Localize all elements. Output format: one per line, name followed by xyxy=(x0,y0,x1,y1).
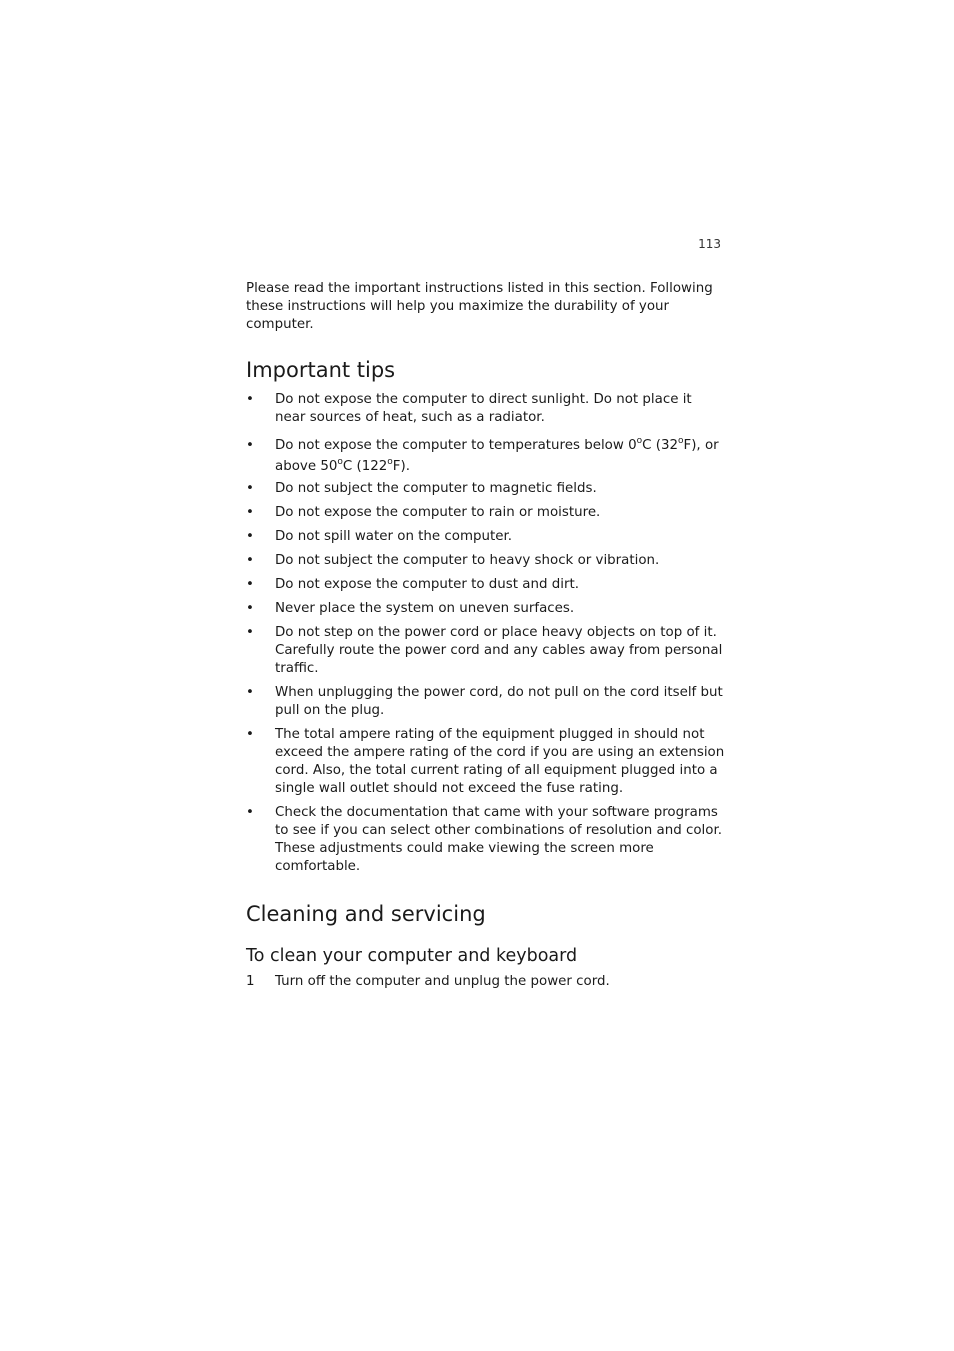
bullet-icon: • xyxy=(246,685,254,700)
tip-text: Do not subject the computer to magnetic fields. xyxy=(275,481,597,496)
list-item xyxy=(246,576,726,594)
important-tips-heading: Important tips xyxy=(246,358,396,382)
tip-text: Do not expose the computer to direct sunlight. Do not place it near sources of heat, such as a radiator. xyxy=(275,392,692,425)
list-item xyxy=(246,435,726,477)
tip-text: Do not expose the computer to rain or moisture. xyxy=(275,505,601,520)
page-content xyxy=(246,280,726,991)
tip-text: Check the documentation that came with your software programs to see if you can select other combinations of resolution and color. These adjustments could make viewing the screen more comfortable. xyxy=(275,805,722,874)
bullet-icon: • xyxy=(246,601,254,616)
clean-computer-subheading: To clean your computer and keyboard xyxy=(246,946,578,966)
bullet-icon: • xyxy=(246,553,254,568)
tips-list xyxy=(246,391,726,876)
list-item xyxy=(246,624,726,678)
step-text: Turn off the computer and unplug the power cord. xyxy=(275,974,610,989)
bullet-icon: • xyxy=(246,727,254,742)
steps-list xyxy=(246,973,726,991)
list-item xyxy=(246,600,726,618)
list-item xyxy=(246,973,726,991)
intro-paragraph: Please read the important instructions listed in this section. Following these instructions will help you maximize the durability of your computer. xyxy=(246,281,713,332)
bullet-icon: • xyxy=(246,529,254,544)
tip-text: Do not expose the computer to temperatures below 0$^o$C (32$^o$F), or above 50$^o$C (122$^o$F). xyxy=(275,436,719,474)
bullet-icon: • xyxy=(246,438,254,453)
list-item xyxy=(246,552,726,570)
list-item xyxy=(246,684,726,720)
bullet-icon: • xyxy=(246,481,254,496)
bullet-icon: • xyxy=(246,577,254,592)
list-item xyxy=(246,804,726,876)
bullet-icon: • xyxy=(246,625,254,640)
page-number: 113 xyxy=(698,237,721,251)
tip-text: Do not subject the computer to heavy shock or vibration. xyxy=(275,553,660,568)
bullet-icon: • xyxy=(246,392,254,407)
tip-text: Do not step on the power cord or place heavy objects on top of it. Carefully route the power cord and any cables away from personal traffic. xyxy=(275,625,723,676)
tip-text: Do not expose the computer to dust and dirt. xyxy=(275,577,579,592)
list-item xyxy=(246,726,726,798)
bullet-icon: • xyxy=(246,805,254,820)
tip-text: When unplugging the power cord, do not pull on the cord itself but pull on the plug. xyxy=(275,685,723,718)
tip-text: Never place the system on uneven surfaces. xyxy=(275,601,575,616)
list-item xyxy=(246,528,726,546)
tip-text: The total ampere rating of the equipment plugged in should not exceed the ampere rating of the cord if you are using an extension cord. Also, the total current rating of all equipment plugged into a single wall outlet should not exceed the fuse rating. xyxy=(275,727,725,796)
bullet-icon: • xyxy=(246,505,254,520)
cleaning-heading: Cleaning and servicing xyxy=(246,902,486,926)
list-item xyxy=(246,480,726,498)
list-item xyxy=(246,391,726,427)
list-item xyxy=(246,504,726,522)
tip-text: Do not spill water on the computer. xyxy=(275,529,513,544)
step-number: 1 xyxy=(246,974,255,989)
